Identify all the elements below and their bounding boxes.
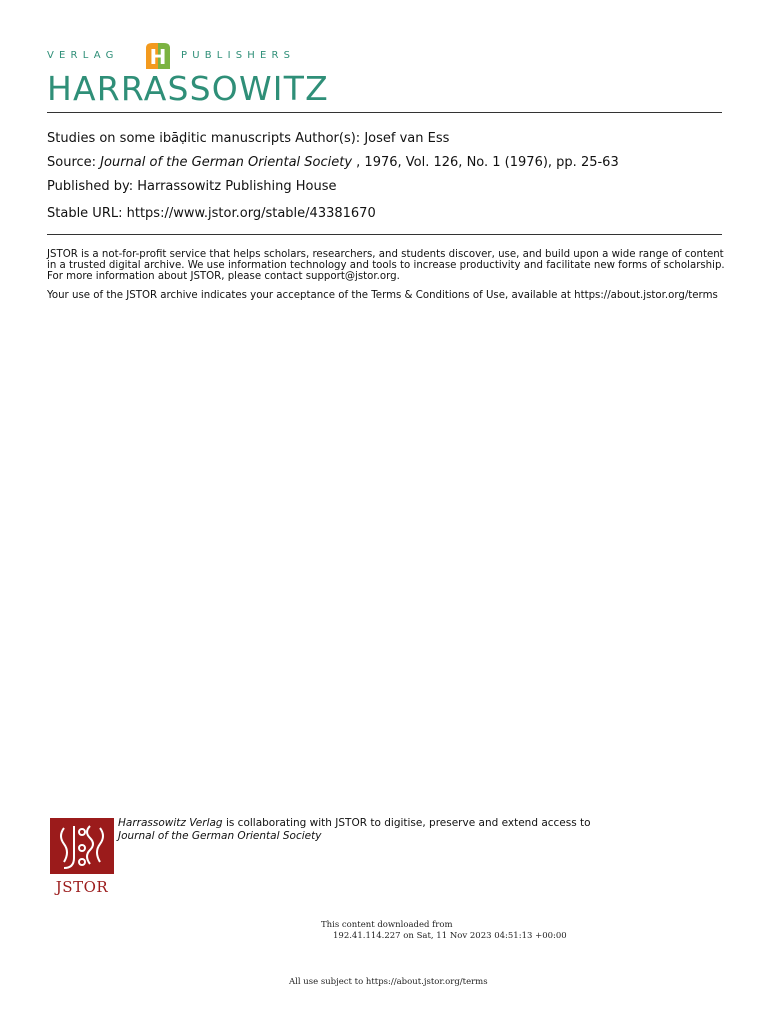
- footer-ip-time: 192.41.114.227 on Sat, 11 Nov 2023 04:51:13 +00:00: [333, 931, 567, 941]
- middle-divider: [47, 234, 722, 235]
- article-source: [47, 155, 619, 171]
- article-published-by: Published by: Harrassowitz Publishing House: [47, 179, 337, 194]
- jstor-logo-text: JSTOR: [55, 878, 109, 896]
- collab-publisher: Harrassowitz Verlag: [118, 817, 223, 829]
- top-divider: [47, 112, 722, 113]
- harrassowitz-mark-icon: [142, 42, 174, 70]
- source-label: Source:: [47, 155, 101, 170]
- publisher-logo: [47, 42, 329, 108]
- logo-word-verlag: VERLAG: [47, 50, 119, 61]
- footer-use-subject: All use subject to https://about.jstor.org/terms: [289, 977, 488, 987]
- collab-text: is collaborating with JSTOR to digitise, preserve and extend access to: [222, 817, 591, 829]
- collaboration-statement: [118, 817, 718, 842]
- terms-notice: Your use of the JSTOR archive indicates your acceptance of the Terms & Conditions of Use, available at https://about.jstor.org/terms: [47, 290, 718, 301]
- source-journal: Journal of the German Oriental Society: [100, 155, 353, 170]
- collab-journal: Journal of the German Oriental Society: [118, 829, 322, 842]
- logo-mark-letter: H: [149, 45, 167, 69]
- footer-downloaded-from: This content downloaded from: [321, 920, 453, 930]
- logo-tagline: [47, 50, 296, 61]
- logo-name: HARRASSOWITZ: [47, 69, 329, 108]
- jstor-mission-notice: JSTOR is a not-for-profit service that helps scholars, researchers, and students discover, use, and build upon a wide range of content in a trusted digital archive. We use information technology and tools to increase productivity and facilitate new forms of scholarship. For more information about JSTOR, please contact support@jstor.org.: [47, 249, 725, 282]
- source-details: , 1976, Vol. 126, No. 1 (1976), pp. 25-63: [352, 155, 619, 170]
- article-stable-url[interactable]: Stable URL: https://www.jstor.org/stable/43381670: [47, 206, 376, 221]
- logo-word-publishers: PUBLISHERS: [181, 50, 296, 61]
- article-title-line: Studies on some ibāḍitic manuscripts Author(s): Josef van Ess: [47, 131, 450, 146]
